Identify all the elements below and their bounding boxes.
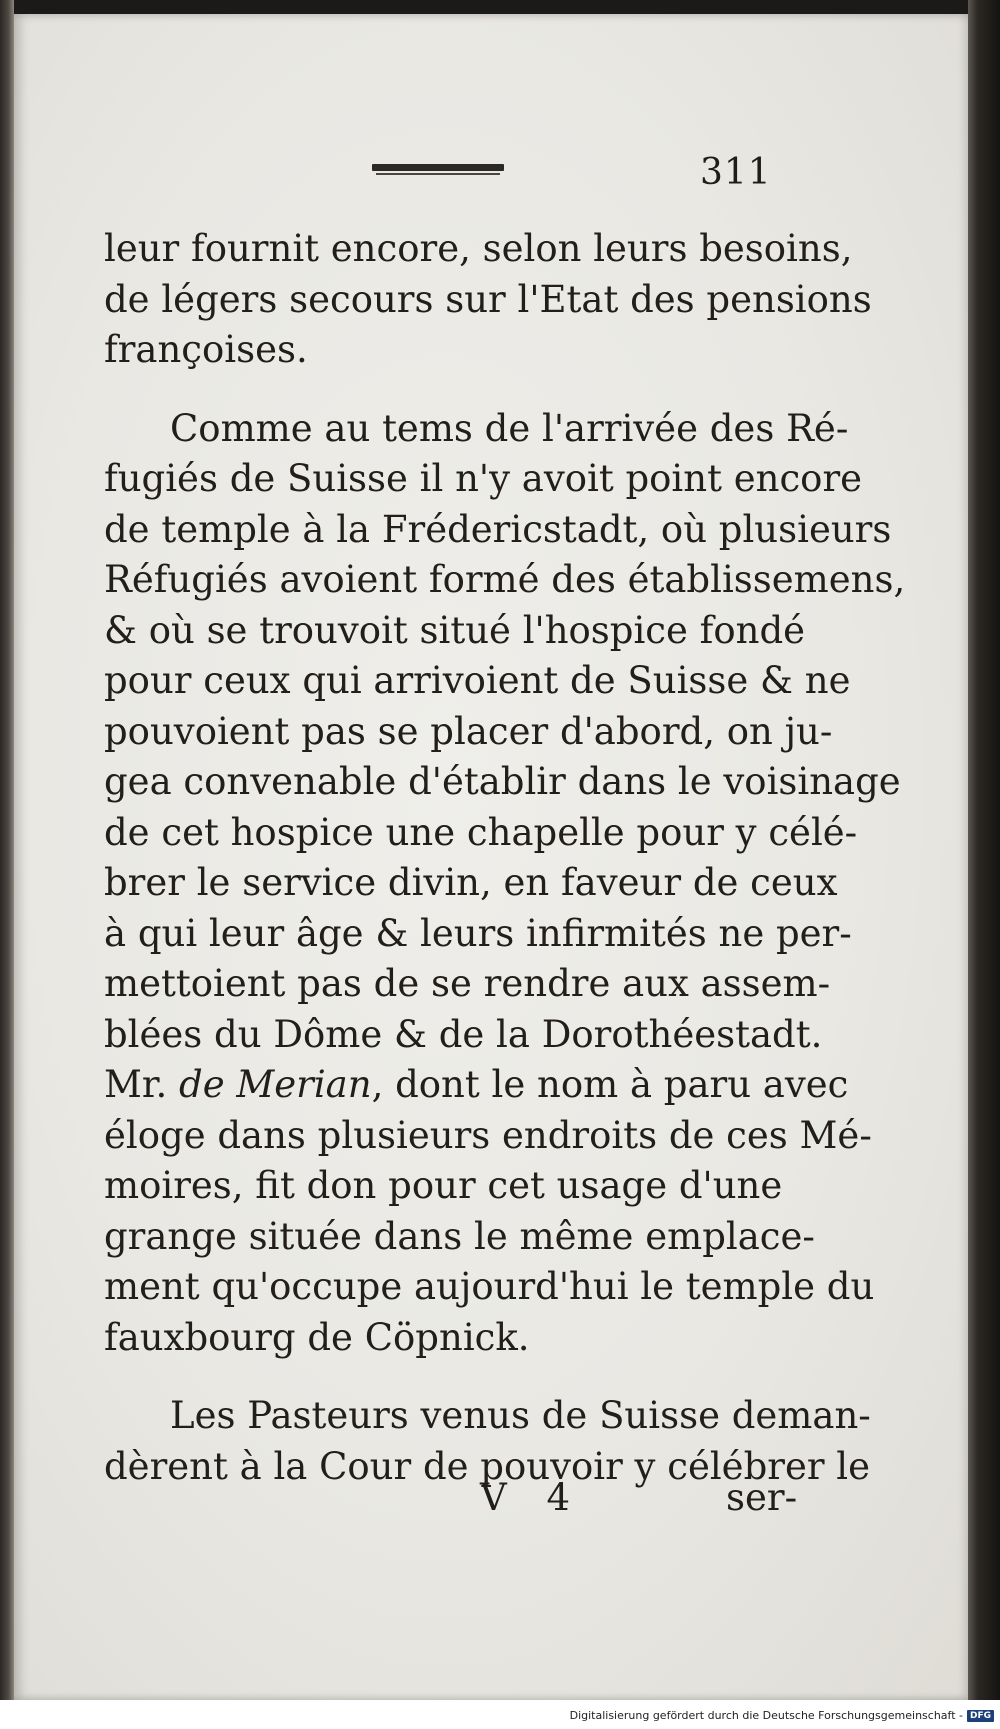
paragraph-gap: [104, 1363, 772, 1391]
text-line: [104, 1060, 849, 1111]
text-line: grange située dans le même emplace-: [104, 1214, 815, 1258]
text-line: fauxbourg de Cöpnick.: [104, 1315, 530, 1359]
text-line: éloge dans plusieurs endroits de ces Mé-: [104, 1113, 872, 1157]
catchword: ser-: [726, 1476, 798, 1519]
book-right-edge: [968, 0, 1000, 1700]
digitization-credit: [570, 1709, 994, 1722]
book-page: [14, 14, 968, 1700]
text-line: françoises.: [104, 328, 308, 371]
person-name: de Merian: [179, 1063, 372, 1106]
text-line: de légers secours sur l'Etat des pensions: [104, 277, 872, 321]
page-number: 311: [700, 152, 772, 193]
book-left-edge: [0, 0, 14, 1700]
text-line: blées du Dôme & de la Dorothéestadt.: [104, 1012, 823, 1056]
text-line: pouvoient pas se placer d'abord, on ju-: [104, 709, 833, 753]
text-line: ment qu'occupe aujourd'hui le temple du: [104, 1265, 875, 1308]
text-line: de temple à la Frédericstadt, où plusieurs: [104, 507, 892, 551]
text-line: moires, fit don pour cet usage d'une: [104, 1164, 783, 1207]
dfg-logo: DFG: [967, 1710, 994, 1722]
text-line: gea convenable d'établir dans le voisinage: [104, 760, 901, 803]
text-line: mettoient pas de se rendre aux assem-: [104, 962, 831, 1005]
text-line: dèrent à la Cour de pouvoir y célébrer le: [104, 1444, 871, 1488]
text-line: pour ceux qui arrivoient de Suisse & ne: [104, 659, 851, 702]
text-line: à qui leur âge & leurs infirmités ne per-: [104, 911, 852, 955]
text-line: brer le service divin, en faveur de ceux: [104, 861, 838, 904]
text-line: Réfugiés avoient formé des établissemens,: [104, 558, 906, 601]
text-line: leur fournit encore, selon leurs besoins,: [104, 227, 853, 270]
text-fragment: , dont le nom à paru avec: [371, 1063, 849, 1106]
text-line: fugiés de Suisse il n'y avoit point encore: [104, 457, 863, 500]
text-line: Les Pasteurs venus de Suisse deman-: [170, 1394, 871, 1437]
paragraph-gap: [104, 376, 772, 404]
text-line: Comme au tems de l'arrivée des Ré-: [170, 406, 849, 450]
text-line: de cet hospice une chapelle pour y célé-: [104, 810, 858, 854]
text-fragment: Mr.: [104, 1063, 180, 1106]
credit-text: Digitalisierung gefördert durch die Deutsche Forschungsgemeinschaft -: [569, 1709, 963, 1722]
text-line: & où se trouvoit situé l'hospice fondé: [104, 608, 806, 652]
book-top-edge: [0, 0, 1000, 14]
body-text: [104, 224, 906, 1492]
header-rule: [372, 164, 504, 171]
signature-mark: V 4: [480, 1476, 585, 1519]
